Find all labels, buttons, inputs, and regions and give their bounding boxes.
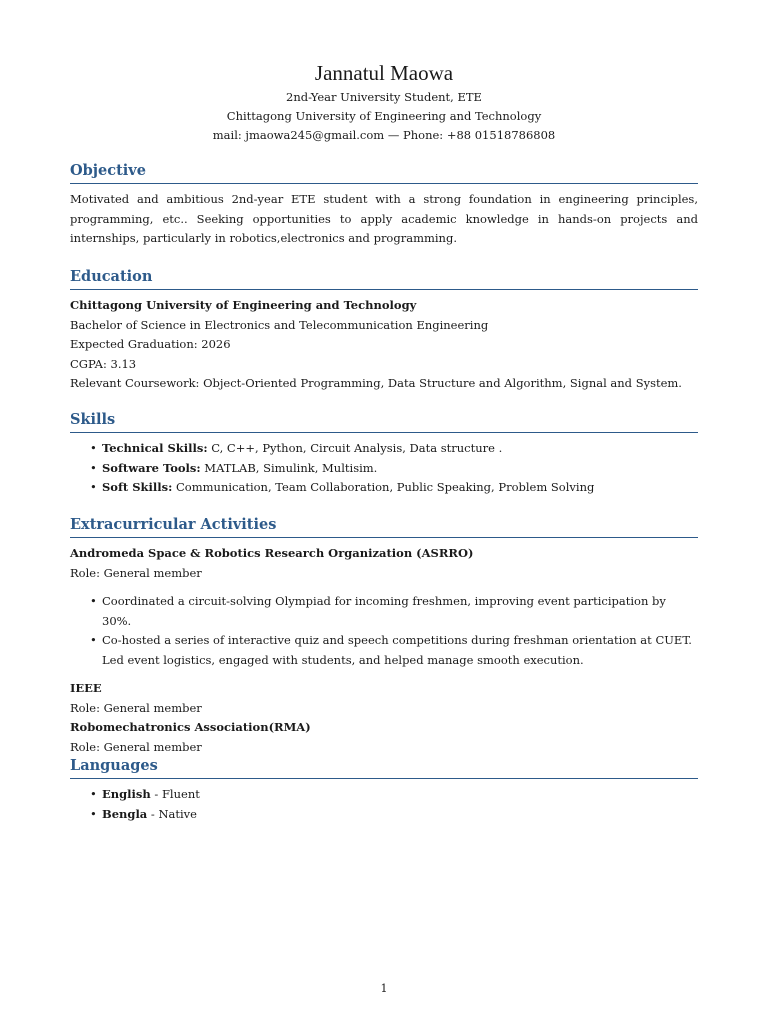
objective-heading: Objective	[70, 162, 698, 184]
list-item	[90, 805, 698, 825]
org-role: Role: General member	[70, 565, 202, 580]
list-item	[90, 439, 698, 459]
list-item: • Coordinated a circuit-solving Olympiad for incoming freshmen, improving event participation by 30%.	[90, 592, 698, 631]
skills-section	[70, 411, 698, 498]
education-section	[70, 268, 698, 394]
org-name: Andromeda Space & Robotics Research Organization (ASRRO)	[70, 546, 474, 560]
education-coursework: Relevant Coursework: Object-Oriented Programming, Data Structure and Algorithm, Signal and System.	[70, 376, 682, 390]
skill-value: Communication, Team Collaboration, Public Speaking, Problem Solving	[172, 480, 595, 494]
candidate-university: Chittagong University of Engineering and Technology	[226, 109, 542, 123]
org-achievements	[70, 592, 698, 670]
extracurricular-heading: Extracurricular Activities	[70, 516, 698, 538]
skills-heading: Skills	[70, 411, 698, 433]
education-cgpa: CGPA: 3.13	[70, 356, 137, 371]
education-heading: Education	[70, 268, 698, 290]
objective-section	[70, 162, 698, 249]
skill-label: Software Tools:	[102, 460, 201, 475]
language-level: - Fluent	[150, 787, 200, 801]
list-item	[90, 459, 698, 479]
list-item	[90, 478, 698, 498]
candidate-title: 2nd-Year University Student, ETE	[286, 90, 482, 104]
resume-page	[70, 0, 698, 1024]
org-name: Robomechatronics Association(RMA)	[70, 720, 311, 734]
language-level: - Native	[147, 806, 197, 821]
skill-value: MATLAB, Simulink, Multisim.	[200, 460, 378, 475]
org-role: Role: General member	[70, 739, 202, 754]
extracurricular-section	[70, 516, 698, 757]
candidate-name: Jannatul Maowa	[314, 61, 454, 85]
candidate-contact: mail: jmaowa245@gmail.com — Phone: +88 01518786808	[212, 128, 556, 142]
education-graduation: Expected Graduation: 2026	[70, 337, 231, 351]
org-role: Role: General member	[70, 700, 202, 715]
list-item	[90, 785, 698, 805]
education-degree: Bachelor of Science in Electronics and Telecommunication Engineering	[70, 317, 489, 332]
language-name: English	[102, 787, 151, 801]
skill-label: Technical Skills:	[102, 441, 208, 455]
education-institution: Chittagong University of Engineering and Technology	[70, 298, 417, 312]
resume-header	[70, 60, 698, 145]
language-name: Bengla	[102, 806, 148, 821]
languages-list	[70, 785, 698, 824]
list-item: • Co-hosted a series of interactive quiz and speech competitions during freshman orientation at CUET. Led event logistics, engaged with students, and helped manage smooth execution.	[90, 631, 698, 670]
languages-heading: Languages	[70, 757, 698, 779]
skill-label: Soft Skills:	[102, 480, 173, 494]
skill-value: C, C++, Python, Circuit Analysis, Data structure .	[207, 441, 503, 455]
objective-text: Motivated and ambitious 2nd-year ETE student with a strong foundation in engineering principles, programming, etc.. Seeking opportunities to apply academic knowledge in hands-on projects and internships, particularly in robotics,electronics and programming.	[70, 192, 698, 245]
skills-list	[70, 439, 698, 498]
page-number: 1	[380, 982, 388, 995]
languages-section	[70, 757, 698, 824]
org-name: IEEE	[70, 681, 102, 695]
